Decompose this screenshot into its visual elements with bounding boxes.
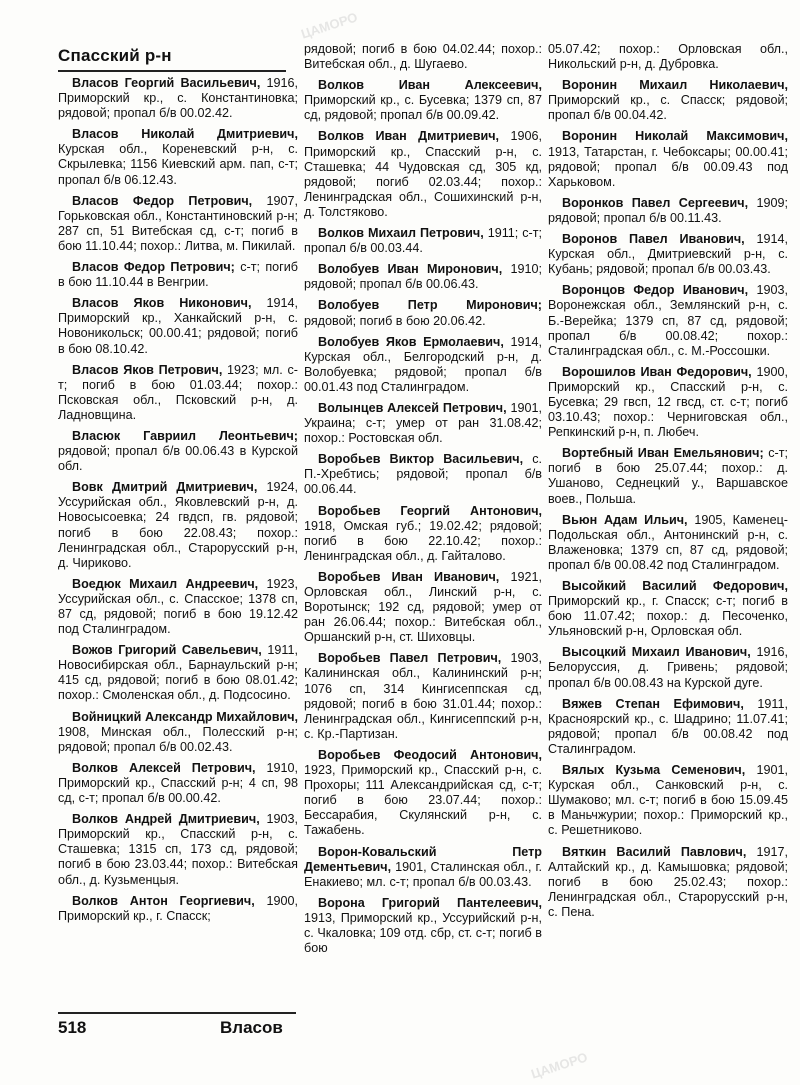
record-details: 1911; с-т; пропал б/в 00.03.44. bbox=[304, 226, 543, 256]
record-details: 1921, Орловская обл., Линский р-н, с. Воротынск; 192 сд, рядовой; умер от ран 26.06.44; похор.: Витебская обл., Оршанский р-н, ст. Шиховцы. bbox=[304, 569, 543, 645]
record-entry bbox=[58, 710, 298, 755]
record-entry bbox=[304, 504, 542, 564]
record-entry bbox=[304, 298, 542, 328]
page-number: 518 bbox=[58, 1018, 87, 1037]
person-name: Волобуев Яков Ермолаевич, bbox=[318, 334, 504, 349]
person-name: Власов Георгий Васильевич, bbox=[72, 76, 261, 90]
record-entry bbox=[548, 845, 788, 920]
person-name: Волков Михаил Петрович, bbox=[318, 226, 484, 241]
record-entry bbox=[548, 42, 788, 72]
person-name: Власов Николай Дмитриевич, bbox=[72, 127, 298, 142]
running-word: Власов bbox=[220, 1018, 283, 1037]
person-name: Воробьев Виктор Васильевич, bbox=[318, 452, 524, 467]
record-entry bbox=[548, 232, 788, 277]
record-entry bbox=[548, 365, 788, 440]
column-2 bbox=[304, 42, 542, 962]
person-name: Вяжев Степан Ефимович, bbox=[562, 696, 744, 711]
person-name: Высойкий Василий Федорович, bbox=[562, 579, 788, 593]
person-name: Вовк Дмитрий Дмитриевич, bbox=[72, 480, 258, 495]
record-details: с-т; погиб в бою 25.07.44; похор.: д. Ушаново, Седнецкий у., Варшавское воев., Польша. bbox=[548, 446, 788, 506]
record-details: Приморский кр., с. Спасск; рядовой; пропал б/в 00.04.42. bbox=[548, 93, 788, 123]
person-name: Воробьев Иван Иванович, bbox=[318, 569, 500, 584]
person-name: Ворон-Ковальский Петр Дементьевич, bbox=[304, 844, 542, 874]
record-details: 1914, Курская обл., Дмитриевский р-н, с. Кубань; рядовой; пропал б/в 00.03.43. bbox=[548, 232, 789, 277]
record-entry bbox=[548, 446, 788, 506]
record-details: Приморский кр., с. Бусевка; 1379 сп, 87 сд, рядовой; пропал б/в 00.09.42. bbox=[304, 93, 542, 123]
record-details: 1911, Новосибирская обл., Барнаульский р-н; 415 сд, рядовой; погиб в бою 08.01.42; похор.: Смоленская обл., д. Подсосино. bbox=[58, 643, 298, 703]
record-details: 1900, Приморский кр., Спасский р-н, с. Бусевка; 29 гвсп, 12 гвсд, ст. с-т; погиб 03.10.43; похор.: Черниговская обл., Репкинский р-н, п. Любеч. bbox=[548, 364, 788, 440]
record-details: 05.07.42; похор.: Орловская обл., Никольский р-н, д. Дубровка. bbox=[548, 42, 788, 72]
person-name: Власов Яков Никонович, bbox=[72, 296, 252, 311]
record-details: 1901, Сталинская обл., г. Енакиево; мл. с-т; пропал б/в 00.03.43. bbox=[304, 859, 542, 889]
record-details: 1903, Приморский кр., Спасский р-н, с. Сташевка; 1315 сп, 173 сд, рядовой; погиб в бою 23.03.44; похор.: Витебская обл., д. Кузьменцыя. bbox=[58, 812, 299, 887]
record-entry bbox=[548, 645, 788, 690]
record-details: 1911, Красноярский кр., с. Шадрино; 11.07.41; рядовой; пропал б/в 00.08.42 под Сталинградом. bbox=[548, 696, 789, 756]
record-details: Приморский кр., г. Спасск; с-т; погиб в бою 11.07.42; похор.: д. Песоченко, Ульяновский р-н, Орловская обл. bbox=[548, 594, 788, 639]
record-details: с-т; погиб в бою 11.10.44 в Венгрии. bbox=[58, 260, 299, 290]
record-entry bbox=[304, 651, 542, 742]
record-details: 1913, Татарстан, г. Чебоксары; 00.00.41; рядовой; пропал б/в 00.09.43 под Харьковом. bbox=[548, 144, 788, 189]
record-entry bbox=[304, 335, 542, 395]
person-name: Волобуев Петр Миронович; bbox=[318, 298, 542, 313]
person-name: Вялых Кузьма Семенович, bbox=[562, 763, 746, 778]
record-details: рядовой; погиб в бою 20.06.42. bbox=[304, 313, 486, 328]
record-entry bbox=[548, 513, 788, 573]
person-name: Воедюк Михаил Андреевич, bbox=[72, 576, 259, 591]
record-entry bbox=[58, 296, 298, 356]
record-entry bbox=[304, 748, 542, 839]
record-entry bbox=[548, 78, 788, 123]
person-name: Ворона Григорий Пантелеевич, bbox=[318, 895, 542, 910]
record-entry bbox=[548, 196, 788, 226]
record-details: рядовой; погиб в бою 04.02.44; похор.: Витебская обл., д. Шугаево. bbox=[304, 42, 542, 72]
record-entry bbox=[548, 129, 788, 189]
person-name: Власов Федор Петрович; bbox=[72, 260, 235, 275]
record-details: 1913, Приморский кр., Уссурийский р-н, с. Чкаловка; 109 отд. сбр, ст. с-т; погиб в бою bbox=[304, 910, 542, 956]
record-entry bbox=[548, 697, 788, 757]
record-details: 1910, Приморский кр., Спасский р-н; 4 сп, 98 сд, с-т; пропал б/в 00.00.42. bbox=[58, 760, 299, 806]
person-name: Ворошилов Иван Федорович, bbox=[562, 364, 752, 379]
record-details: рядовой; пропал б/в 00.06.43 в Курской обл. bbox=[58, 444, 298, 474]
record-details: 1909; рядовой; пропал б/в 00.11.43. bbox=[548, 195, 789, 225]
person-name: Вожов Григорий Савельевич, bbox=[72, 643, 262, 658]
record-details: 1908, Минская обл., Полесский р-н; рядовой; пропал б/в 00.02.43. bbox=[58, 724, 298, 754]
record-entry bbox=[304, 78, 542, 123]
record-details: 1923; мл. с-т; погиб в бою 01.03.44; похор.: Псковская обл., Псковский р-н, д. Ладновщина. bbox=[58, 362, 298, 422]
person-name: Волобуев Иван Миронович, bbox=[318, 262, 503, 277]
person-name: Воробьев Георгий Антонович, bbox=[318, 503, 542, 518]
record-entry bbox=[58, 643, 298, 703]
person-name: Волков Иван Дмитриевич, bbox=[318, 129, 500, 144]
person-name: Вьюн Адам Ильич, bbox=[562, 512, 688, 527]
record-entry bbox=[58, 76, 298, 121]
record-entry bbox=[304, 42, 542, 72]
person-name: Воронцов Федор Иванович, bbox=[562, 283, 749, 298]
person-name: Воронин Николай Максимович, bbox=[562, 129, 788, 144]
record-details: 1903, Воронежская обл., Землянский р-н, с. Б.-Верейка; 1379 сп, 87 сд, рядовой; пропал б/в 00.08.42; похор.: Сталинградская обл., с. М.-Россошки. bbox=[548, 283, 788, 358]
record-entry bbox=[304, 896, 542, 956]
header-rule bbox=[58, 70, 286, 72]
person-name: Волынцев Алексей Петрович, bbox=[318, 400, 507, 415]
column-1 bbox=[58, 76, 298, 930]
record-entry bbox=[304, 570, 542, 645]
person-name: Власов Федор Петрович, bbox=[72, 193, 253, 208]
record-entry bbox=[548, 763, 788, 838]
person-name: Высоцкий Михаил Иванович, bbox=[562, 645, 751, 660]
record-entry bbox=[304, 452, 542, 497]
record-entry bbox=[548, 283, 788, 358]
record-details: 1923, Приморский кр., Спасский р-н, с. Прохоры; 111 Александрийская сд, с-т; погиб в бою 23.07.44; похор.: Бессарабия, Скулянский р-н, с. Тажабень. bbox=[304, 763, 542, 838]
watermark: ЦАМОРО bbox=[529, 1049, 590, 1082]
record-details: 1918, Омская губ.; 19.02.42; рядовой; погиб в бою 22.10.42; похор.: Ленинградская обл., д. Гайталово. bbox=[304, 518, 542, 563]
person-name: Власов Яков Петрович, bbox=[72, 362, 223, 377]
record-entry bbox=[58, 480, 298, 571]
record-details: 1905, Каменец-Подольская обл., Антонинский р-н, с. Влаженовка; 1379 сп, 87 сд, рядовой; пропал б/в 00.08.42 под Сталинградом. bbox=[548, 512, 788, 572]
person-name: Вортебный Иван Емельянович; bbox=[562, 446, 764, 461]
record-entry bbox=[58, 363, 298, 423]
record-entry bbox=[58, 260, 298, 290]
record-details: 1916, Белоруссия, д. Гривень; рядовой; пропал б/в 00.08.43 на Курской дуге. bbox=[548, 645, 788, 690]
person-name: Воробьев Феодосий Антонович, bbox=[318, 747, 542, 762]
record-entry bbox=[304, 129, 542, 220]
person-name: Воронков Павел Сергеевич, bbox=[562, 195, 749, 210]
watermark: ЦАМОРО bbox=[299, 9, 360, 42]
record-entry bbox=[58, 577, 298, 637]
record-details: 1914, Курская обл., Белгородский р-н, д. Волобуевка; рядовой; пропал б/в 00.01.43 под Сталинградом. bbox=[304, 334, 543, 394]
person-name: Воронов Павел Иванович, bbox=[562, 232, 745, 247]
person-name: Волков Алексей Петрович, bbox=[72, 760, 256, 775]
person-name: Вяткин Василий Павлович, bbox=[562, 844, 747, 859]
record-details: 1900, Приморский кр., г. Спасск; bbox=[58, 893, 298, 923]
person-name: Волков Иван Алексеевич, bbox=[318, 78, 542, 93]
person-name: Волков Андрей Дмитриевич, bbox=[72, 812, 260, 827]
record-details: 1906, Приморский кр., Спасский р-н, с. Сташевка; 44 Чудовская сд, 305 кд, рядовой; погиб 02.03.44; похор.: Ленинградская обл., Сошихинский р-н, д. Толстяково. bbox=[304, 129, 542, 219]
record-entry bbox=[548, 579, 788, 639]
person-name: Воронин Михаил Николаевич, bbox=[562, 78, 788, 93]
record-entry bbox=[304, 226, 542, 256]
footer-rule bbox=[58, 1012, 296, 1014]
section-title: Спасский р-н bbox=[58, 46, 172, 65]
document-page bbox=[44, 40, 788, 1040]
record-entry bbox=[58, 127, 298, 187]
record-details: 1916, Приморский кр., с. Константиновка; рядовой; пропал б/в 00.02.42. bbox=[58, 76, 299, 121]
record-details: 1923, Уссурийская обл., с. Спасское; 1378 сп, 87 сд, рядовой; погиб в бою 19.12.42 под Сталинградом. bbox=[58, 576, 299, 637]
record-entry bbox=[304, 401, 542, 446]
record-entry bbox=[58, 429, 298, 474]
record-entry bbox=[58, 812, 298, 887]
record-entry bbox=[304, 845, 542, 890]
person-name: Войницкий Александр Михайлович, bbox=[72, 709, 298, 724]
record-details: 1907, Горьковская обл., Константиновский р-н; 287 сп, 51 Витебская сд, с-т; погиб в бою 11.10.44; похор.: Литва, м. Пикилай. bbox=[58, 193, 298, 253]
record-details: 1917, Алтайский кр., д. Камышовка; рядовой; погиб в бою 25.02.43; похор.: Ленинградская обл., Старорусский р-н, с. Пена. bbox=[548, 844, 789, 919]
record-entry bbox=[58, 761, 298, 806]
person-name: Воробьев Павел Петрович, bbox=[318, 651, 502, 666]
record-details: 1903, Калининская обл., Калининский р-н; 1076 сп, 314 Кингисеппская сд, рядовой; погиб в бою 31.01.44; похор.: Ленинградская обл., Кингисеппский р-н, с. Кр.-Партизан. bbox=[304, 651, 543, 741]
record-details: 1910; рядовой; пропал б/в 00.06.43. bbox=[304, 262, 542, 292]
person-name: Волков Антон Георгиевич, bbox=[72, 893, 255, 908]
record-details: 1901, Украина; с-т; умер от ран 31.08.42; похор.: Ростовская обл. bbox=[304, 400, 542, 446]
record-details: 1901, Курская обл., Санковский р-н, с. Шумаково; мл. с-т; погиб в бою 15.09.45 в Маньчжурии; похор.: Приморский кр., с. Решетниково. bbox=[548, 763, 788, 838]
person-name: Власюк Гавриил Леонтьевич; bbox=[72, 428, 298, 443]
record-details: 1924, Уссурийская обл., Яковлевский р-н, д. Новосысоевка; 24 гвдсп, гв. рядовой; погиб в бою 22.08.43; похор.: Ленинградская обл., Старорусский р-н, д. Чириково. bbox=[58, 480, 299, 570]
record-entry bbox=[58, 894, 298, 924]
record-entry bbox=[58, 194, 298, 254]
record-details: 1914, Приморский кр., Ханкайский р-н, с. Новоникольск; 00.00.41; рядовой; погиб в бою 08.10.42. bbox=[58, 296, 299, 356]
record-details: с. П.-Хребтись; рядовой; пропал б/в 00.06.44. bbox=[304, 452, 543, 497]
record-details: Курская обл., Кореневский р-н, с. Скрылевка; 1156 Киевский арм. пап, с-т; пропал б/в 06.12.43. bbox=[58, 142, 298, 187]
record-entry bbox=[304, 262, 542, 292]
column-3 bbox=[548, 42, 788, 926]
